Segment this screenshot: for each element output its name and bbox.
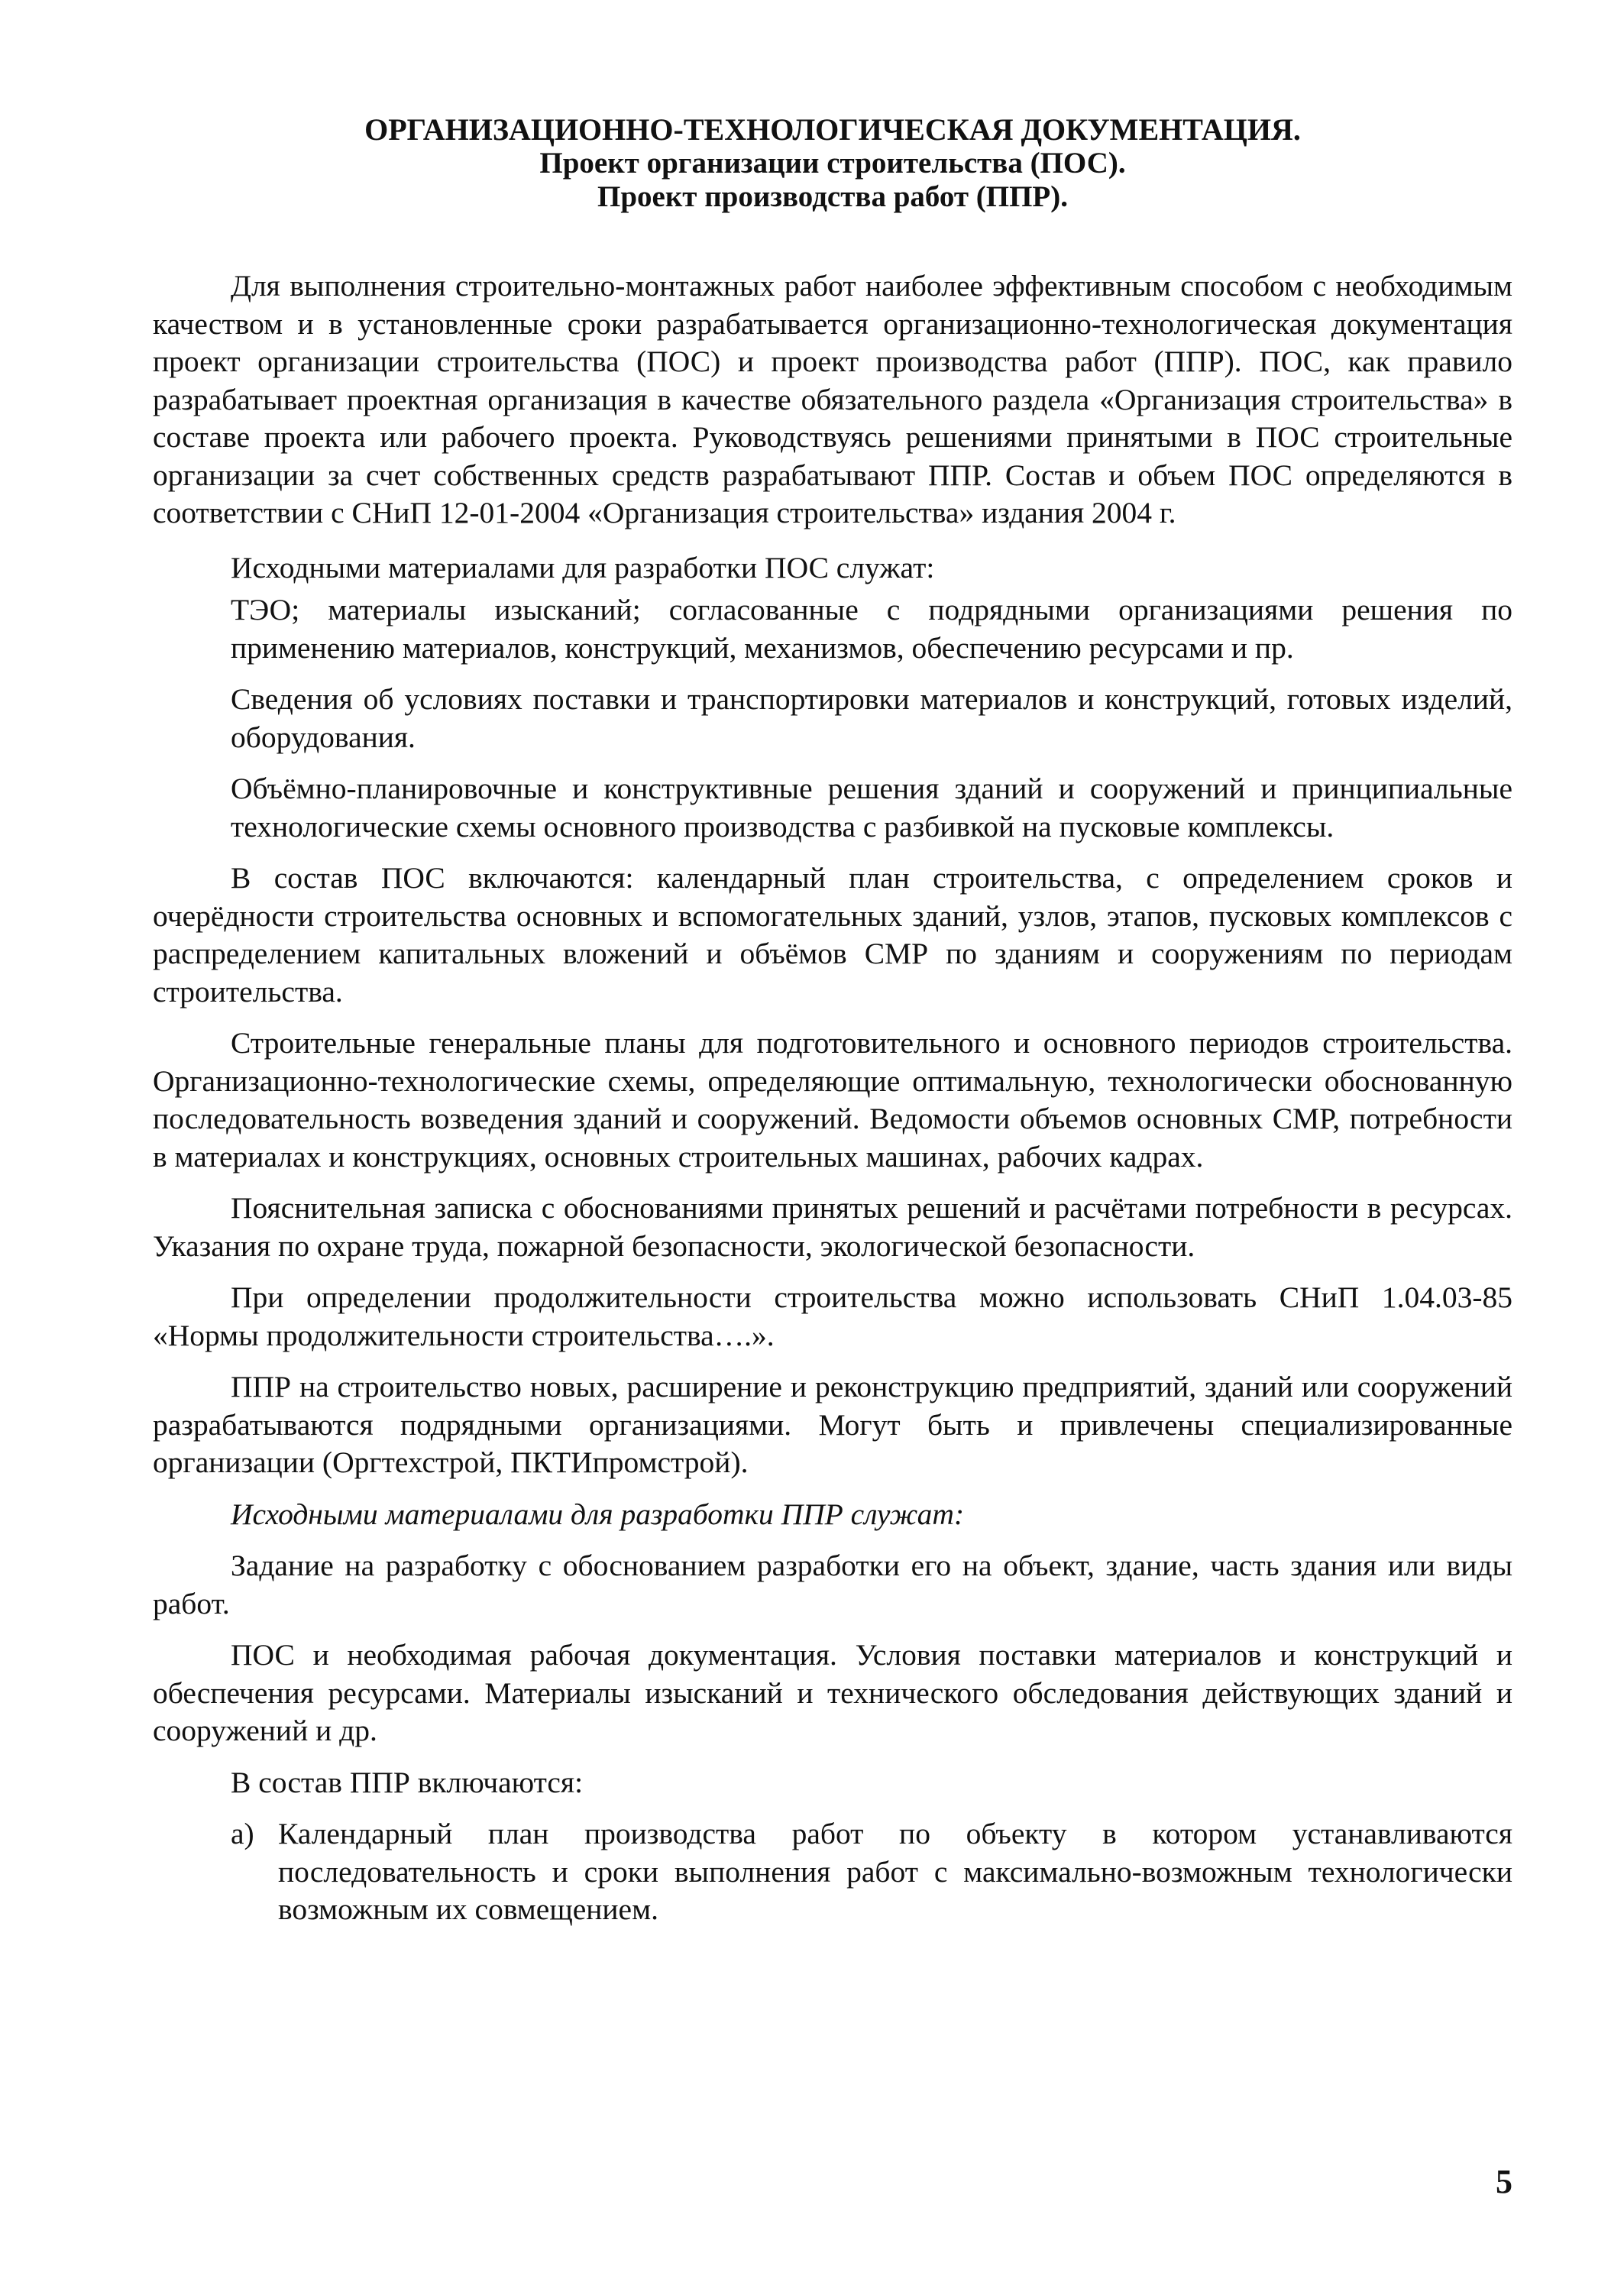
paragraph-ppr-docs: ПОС и необходимая рабочая документация. Условия поставки материалов и конструкций и обеспечения ресурсами. Материалы изысканий и технического обследования действующих зданий и сооружений и др. [153, 1638, 1512, 1747]
paragraph-intro: Для выполнения строительно-монтажных работ наиболее эффективным способом с необходимым качеством и в установленные сроки разрабатывается организационно-технологическая документация проект организации строительства (ПОС) и проект производства работ (ППР). ПОС, как правило разрабатывает проектная организация в качестве обязательного раздела «Организация строительства» в составе проекта или рабочего проекта. Руководствуясь решениями принятыми в ПОС строительные организации за счет собственных средств разрабатывают ППР. Состав и объем ПОС определяются в соответствии с СНиП 12-01-2004 «Организация строительства» издания 2004 г. [153, 269, 1512, 529]
paragraph-pos-sources-supply: Сведения об условиях поставки и транспортировки материалов и конструкций, готовых изделий, оборудования. [231, 682, 1512, 754]
paragraph-pos-sources-teo: ТЭО; материалы изысканий; согласованные с подрядными организациями решения по применению материалов, конструкций, механизмов, обеспечению ресурсами и пр. [231, 593, 1512, 665]
list-item-text: Календарный план производства работ по объекту в котором устанавливаются последовательность и сроки выполнения работ с максимально-возможным технологически возможным их совмещением. [278, 1817, 1512, 1926]
paragraph-ppr-contents-heading: В состав ППР включаются: [231, 1765, 584, 1799]
document-header [153, 113, 1512, 214]
document-body [153, 267, 1512, 1929]
list-marker: а) [231, 1817, 254, 1850]
paragraph-pos-sources-design: Объёмно-планировочные и конструктивные решения зданий и сооружений и принципиальные технологические схемы основного производства с разбивкой на пусковые комплексы. [231, 772, 1512, 843]
paragraph-ppr-sources-heading: Исходными материалами для разработки ППР служат: [231, 1497, 965, 1531]
paragraph-duration: При определении продолжительности строительства можно использовать СНиП 1.04.03-85 «Нормы продолжительности строительства….». [153, 1280, 1512, 1352]
paragraph-pos-sources-heading: Исходными материалами для разработки ПОС служат: [231, 550, 935, 584]
paragraph-general-plans: Строительные генеральные планы для подготовительного и основного периодов строительства. Организационно-технологические схемы, определяющие оптимальную, технологически обоснованную последовательность возведения зданий и сооружений. Ведомости объемов основных СМР, потребности в материалах и конструкциях, основных строительных машинах, рабочих кадрах. [153, 1026, 1512, 1174]
paragraph-ppr-developers: ППР на строительство новых, расширение и реконструкцию предприятий, зданий или сооружений разрабатываются подрядными организациями. Могут быть и привлечены специализированные организации (Оргтехстрой, ПКТИпромстрой). [153, 1370, 1512, 1479]
subtitle-pos: Проект организации строительства (ПОС). [539, 147, 1126, 180]
list-item-a [153, 1815, 1512, 1929]
paragraph-explanatory-note: Пояснительная записка с обоснованиями принятых решений и расчётами потребности в ресурсах. Указания по охране труда, пожарной безопасности, экологической безопасности. [153, 1191, 1512, 1263]
main-title: ОРГАНИЗАЦИОННО-ТЕХНОЛОГИЧЕСКАЯ ДОКУМЕНТАЦИЯ. [364, 112, 1301, 147]
paragraph-ppr-task: Задание на разработку с обоснованием разработки его на объект, здание, часть здания или виды работ. [153, 1549, 1512, 1620]
subtitle-ppr: Проект производства работ (ППР). [597, 180, 1068, 213]
page-number: 5 [1496, 2163, 1512, 2200]
paragraph-pos-contents: В состав ПОС включаются: календарный план строительства, с определением сроков и очерёдности строительства основных и вспомогательных зданий, узлов, этапов, пусковых комплексов с распределением капитальных вложений и объёмов СМР по зданиям и сооружениям по периодам строительства. [153, 861, 1512, 1008]
